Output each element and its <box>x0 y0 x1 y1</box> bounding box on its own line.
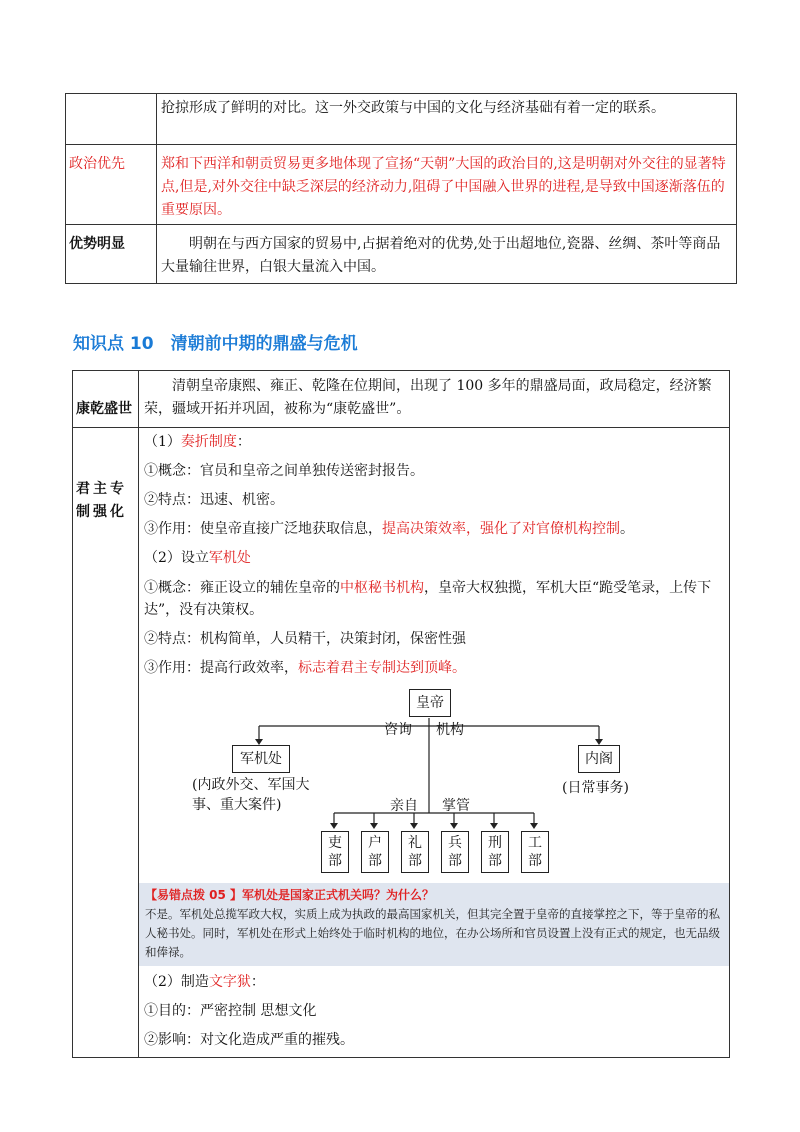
row-text: 清朝皇帝康熙、雍正、乾隆在位期间，出现了 100 多年的鼎盛局面，政局稳定，经济繁荣，疆域开拓并巩固，被称为“康乾盛世”。 <box>144 378 712 417</box>
table-cell-text <box>157 225 737 284</box>
table-ming-foreign-policy <box>65 93 737 284</box>
section-heading: 知识点 10 清朝前中期的鼎盛与危机 <box>73 334 358 354</box>
ministry-hu: 户部 <box>361 831 389 873</box>
row-text: 抢掠形成了鲜明的对比。这一外交政策与中国的文化与经济基础有着一定的联系。 <box>161 100 665 116</box>
literary-inquisition-purpose: ①目的：严密控制 思想文化 <box>144 1003 317 1019</box>
table-cell-text: 郑和下西洋和朝贡贸易更多地体现了宣扬“天朝”大国的政治目的,这是明朝对外交往的显著特点,但是,对外交往中缺乏深层的经济动力,阻碍了中国融入世界的进程,是导致中国逐渐落伍的重要原因。 <box>157 145 737 225</box>
autocracy-content <box>139 428 730 1058</box>
table-cell-text <box>157 94 737 145</box>
junjichu-concept: ①概念：雍正设立的辅佐皇帝的中枢秘书机构，皇帝大权独揽，军机大臣“跪受笔录，上传下达”，没有决策权。 <box>144 580 712 618</box>
table-cell-text <box>139 371 730 428</box>
junjichu-heading: （2）设立军机处 <box>144 550 251 566</box>
table-qing-dynasty <box>72 370 730 1058</box>
table-row <box>73 371 730 428</box>
literary-inquisition-heading: （2）制造文字狱： <box>144 974 265 990</box>
tip-box <box>139 883 729 966</box>
row-label-political-priority: 政治优先 <box>66 145 157 225</box>
junjichu-feature: ②特点：机构简单，人员精干，决策封闭，保密性强 <box>144 631 466 647</box>
row-label-advantage: 优势明显 <box>66 225 157 284</box>
tip-body: 不是。军机处总揽军政大权，实质上成为执政的最高国家机关，但其完全置于皇帝的直接掌控之下，等于皇帝的私人秘书处。同时，军机处在形式上始终处于临时机构的地位，在办公场所和官员设置上没有正式的规定，也无品级和俸禄。 <box>145 907 720 959</box>
ministry-rites: 礼部 <box>401 831 429 873</box>
literary-inquisition-impact: ②影响：对文化造成严重的摧残。 <box>144 1032 354 1048</box>
neige-desc: (日常事务) <box>562 780 629 796</box>
table-row <box>66 225 737 284</box>
ministry-works: 工部 <box>521 831 549 873</box>
junjichu-diagram <box>164 683 724 883</box>
junjichu-effect: ③作用：提高行政效率，标志着君主专制达到顶峰。 <box>144 660 466 676</box>
memorial-concept: ①概念：官员和皇帝之间单独传送密封报告。 <box>144 463 424 479</box>
ministry-war: 兵部 <box>441 831 469 873</box>
memorial-system-term: 奏折制度 <box>180 434 237 450</box>
organ-label: 机构 <box>436 722 464 738</box>
emperor-box: 皇帝 <box>409 689 451 717</box>
neige-box: 内阁 <box>578 745 620 773</box>
table-row <box>66 94 737 145</box>
junjichu-term: 军机处 <box>208 550 251 566</box>
memorial-effect: ③作用：使皇帝直接广泛地获取信息，提高决策效率，强化了对官僚机构控制。 <box>144 521 634 537</box>
table-row <box>73 428 730 1058</box>
literary-inquisition-term: 文字狱 <box>208 974 251 990</box>
junjichu-box: 军机处 <box>232 745 290 773</box>
ministry-justice: 刑部 <box>481 831 509 873</box>
row-label-kangqian: 康乾盛世 <box>73 371 139 428</box>
ministry-li: 吏部 <box>321 831 349 873</box>
zhangguan-label: 掌管 <box>442 798 470 814</box>
table-row <box>66 145 737 225</box>
memorial-feature: ②特点：迅速、机密。 <box>144 492 284 508</box>
memorial-heading: （1）奏折制度： <box>144 434 251 450</box>
row-label-autocracy: 君主专制强化 <box>73 428 139 1058</box>
table-cell-empty <box>66 94 157 145</box>
qinzi-label: 亲自 <box>390 798 418 814</box>
consult-label: 咨询 <box>384 722 412 738</box>
junjichu-desc: (内政外交、军国大 事、重大案件) <box>192 777 310 813</box>
tip-title: 【易错点拨 05 】军机处是国家正式机关吗？为什么？ <box>145 888 435 902</box>
row-text: 明朝在与西方国家的贸易中,占据着绝对的优势,处于出超地位,瓷器、丝绸、茶叶等商品大量输往世界，白银大量流入中国。 <box>161 236 721 275</box>
